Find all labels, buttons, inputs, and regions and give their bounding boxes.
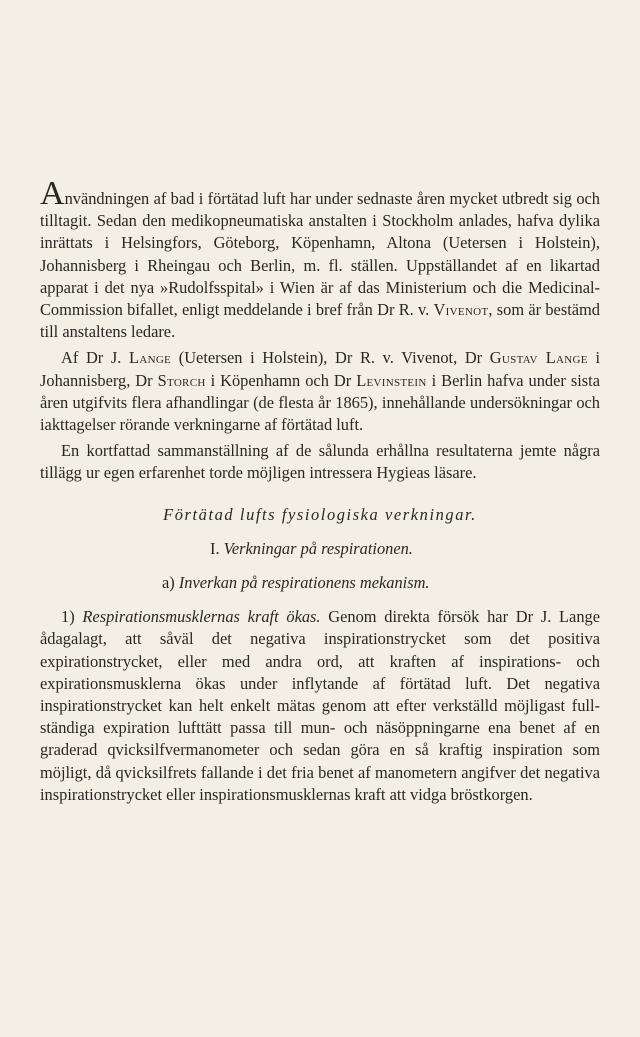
- paragraph-summary: En kortfattad sammanställning af de sålunda erhållna resultaterna jemte några tillägg ur egen erfarenhet torde möjligen intressera Hygieas läsare.: [40, 441, 600, 483]
- author-name: Vivenot: [433, 300, 489, 320]
- paragraph-intro-end: , som är bestämd till anstaltens ledare.: [40, 300, 600, 342]
- text-run: Af Dr J.: [61, 348, 130, 368]
- item-number: 1): [61, 607, 75, 627]
- section-heading: [40, 538, 600, 560]
- text-run: i Berlin hafva under sista åren utgifvits flera afhandlingar (de flesta år 1865), innehållande undersökningar och iakttagelser rörande verkningarne af förtätad luft.: [40, 370, 600, 435]
- author-name: Gustav Lange: [489, 348, 588, 368]
- subsection-heading: [40, 572, 600, 594]
- paragraph-authors: [40, 347, 600, 436]
- section-title: Verkningar på respirationen.: [223, 538, 413, 558]
- author-name: Levinstein: [356, 370, 427, 390]
- author-name: Storch: [157, 370, 206, 390]
- subsection-title: Inverkan på respirationens mekanism.: [178, 573, 430, 593]
- body-text: [40, 175, 600, 806]
- drop-cap: A: [40, 175, 65, 212]
- section-number: I.: [210, 538, 220, 558]
- text-run: (Uetersen i Holstein), Dr R. v. Vivenot, Dr: [171, 348, 490, 368]
- paragraph-respiration: [40, 606, 600, 806]
- author-name: Lange: [129, 348, 172, 368]
- paragraph-intro: [40, 175, 600, 343]
- paragraph-intro-text: nvändningen af bad i förtätad luft har under sednaste åren mycket utbredt sig och tilltagit. Sedan den medikopneumatiska anstalten i Stockholm anlades, hafva dylika inrättats i Helsingfors, Göteborg, Köpenhamn, Altona (Uetersen i Holstein), Johannisberg i Rheingau och Berlin, m. fl. ställen. Uppställandet af en likartad apparat i det nya »Rudolfsspital» i Wien är af das Ministerium och die Medicinal-Commission bifallet, enligt meddelande i bref från Dr R. v.: [40, 189, 600, 320]
- main-heading: Förtätad lufts fysiologiska verkningar.: [163, 504, 477, 524]
- text-run: i Köpenhamn och Dr: [205, 370, 357, 390]
- item-text: Genom direkta försök har Dr J. Lange ådagalagt, att såväl det negativa inspirationstrycket som det positiva expirationstrycket, eller med andra ord, att kraften af inspirations- och expirationsmusklerna ökas under inflytande af förtätad luft. Det negativa inspirationstrycket kan helt enkelt mätas genom att efter verkställd möjligast fullständiga expiration lufttätt passa till mun- och näsöppningarne ena benet af en graderad qvicksilfvermanometer och sedan göra en så kraftig inspiration som möjligt, då qvicksilfrets fallande i det fria benet af manometern angifver det negativa inspirationstrycket eller inspirationsmusklernas kraft att vidga bröstkorgen.: [40, 607, 600, 804]
- subsection-letter: a): [162, 573, 175, 593]
- text-run: i Johannisberg, Dr: [40, 348, 600, 390]
- item-title: Respirationsmusklernas kraft ökas.: [82, 607, 321, 627]
